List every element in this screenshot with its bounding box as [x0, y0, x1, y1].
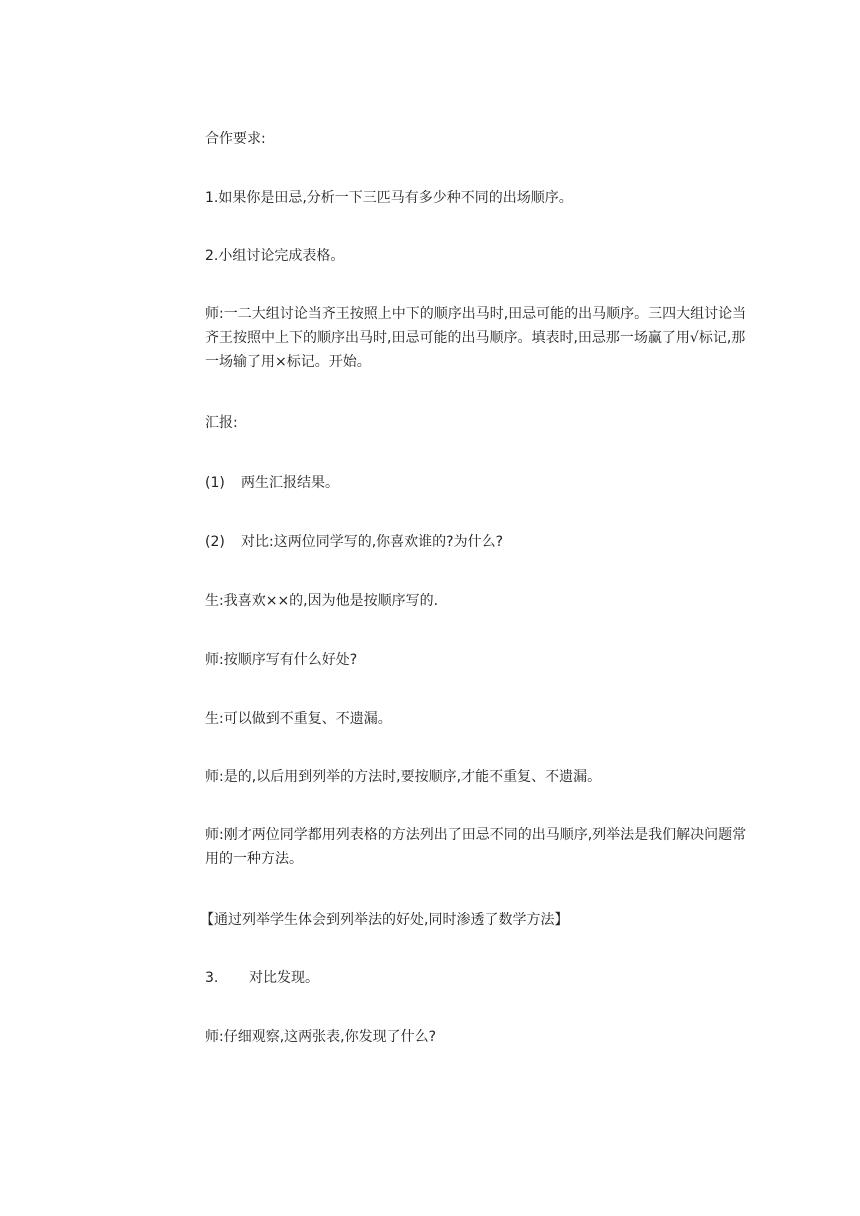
teacher-statement-2: 师:刚才两位同学都用列表格的方法列出了田忌不同的出马顺序,列举法是我们解决问题常用的一种方法。	[205, 827, 747, 867]
comparison-item-3	[205, 966, 750, 990]
student-answer-2: 生:可以做到不重复、不遗漏。	[205, 711, 392, 727]
teacher-statement-1: 师:是的,以后用到列举的方法时,要按顺序,才能不重复、不遗漏。	[205, 769, 602, 785]
comparison-item-3-number: 3.	[205, 970, 219, 986]
report-item-1	[205, 471, 750, 495]
report-item-2-text: 对比:这两位同学写的,你喜欢谁的?为什么?	[241, 534, 504, 550]
teacher-final-question: 师:仔细观察,这两张表,你发现了什么?	[205, 1029, 437, 1045]
report-item-2	[205, 530, 750, 554]
report-item-2-number: (2)	[205, 534, 225, 550]
report-item-1-text: 两生汇报结果。	[241, 475, 339, 491]
report-heading: 汇报:	[205, 415, 238, 431]
cooperation-requirements-heading: 合作要求:	[205, 131, 266, 147]
requirement-1: 1.如果你是田忌,分析一下三匹马有多少种不同的出场顺序。	[205, 190, 573, 206]
requirement-2: 2.小组讨论完成表格。	[205, 248, 345, 264]
teacher-instruction-paragraph: 师:一二大组讨论当齐王按照上中下的顺序出马时,田忌可能的出马顺序。三四大组讨论当齐王按照中上下的顺序出马时,田忌可能的出马顺序。填表时,田忌那一场赢了用√标记,那一场输了用×标记。开始。	[205, 306, 747, 370]
report-item-1-number: (1)	[205, 475, 225, 491]
teacher-question: 师:按顺序写有什么好处?	[205, 652, 358, 668]
comparison-item-3-text: 对比发现。	[249, 970, 319, 986]
design-note: 【通过列举学生体会到列举法的好处,同时渗透了数学方法】	[200, 912, 569, 928]
student-answer-1: 生:我喜欢××的,因为他是按顺序写的.	[205, 593, 439, 609]
